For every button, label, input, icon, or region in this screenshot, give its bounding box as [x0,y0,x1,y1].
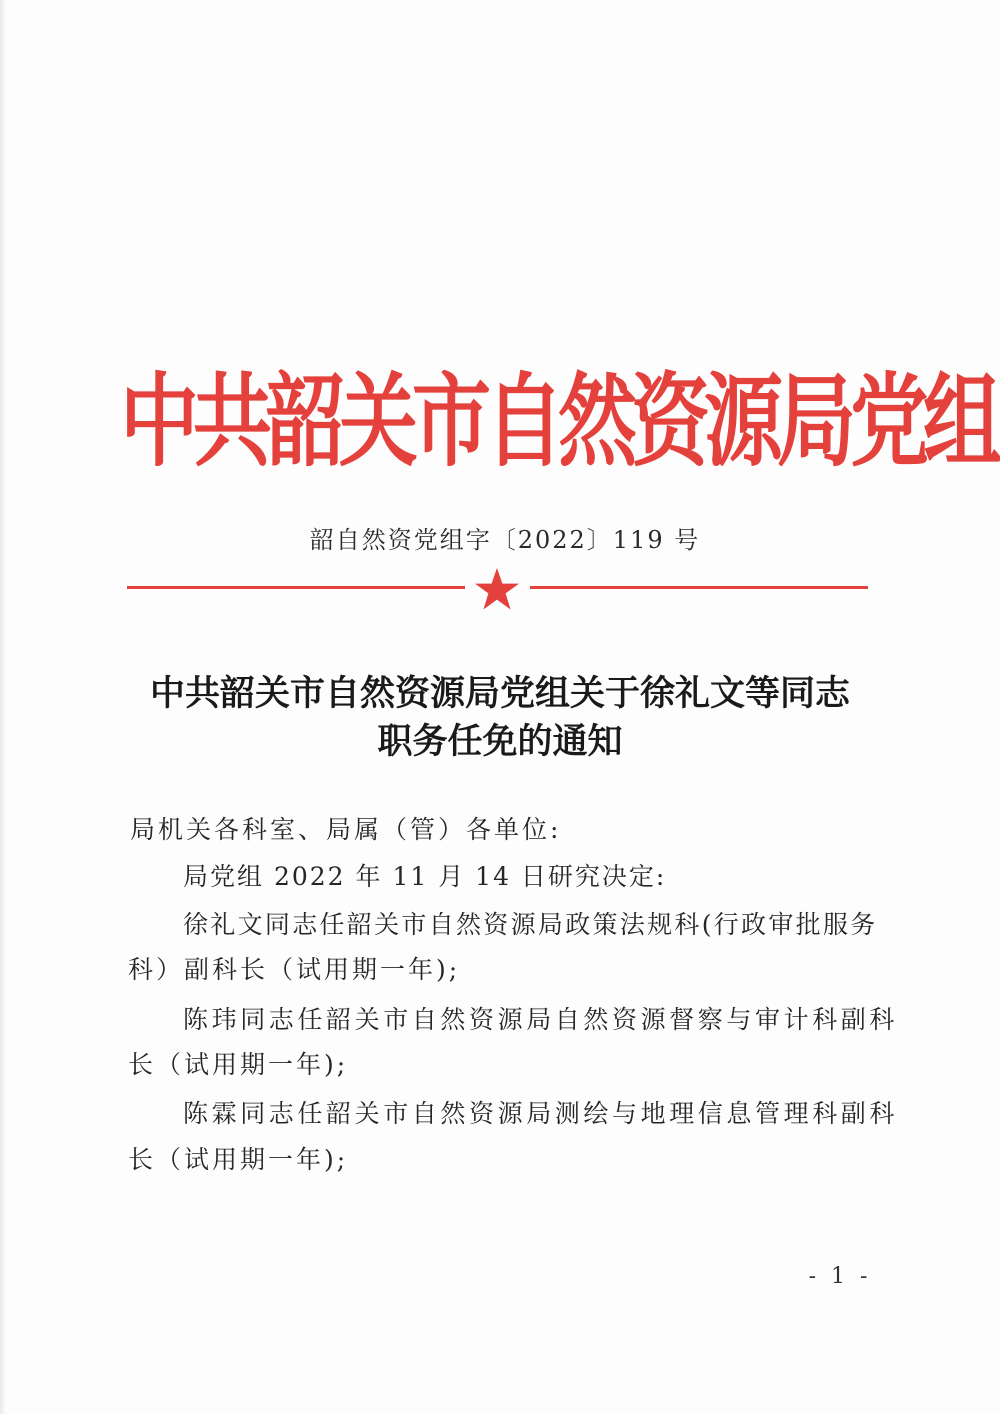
appointment-2-line-2: 长（试用期一年); [128,1050,349,1079]
red-rule-left [127,586,465,589]
appointment-2-line-1: 陈玮同志任韶关市自然资源局自然资源督察与审计科副科 [183,1005,899,1034]
document-number: 韶自然资党组字〔2022〕119 号 [309,526,701,554]
document-title-line-2: 职务任免的通知 [377,721,623,762]
document-title-line-1: 中共韶关市自然资源局党组关于徐礼文等同志 [149,673,850,714]
appointment-1-line-2: 科）副科长（试用期一年); [128,955,461,984]
scan-edge-shadow [0,0,6,1414]
red-rule-right [530,586,868,589]
addressee: 局机关各科室、局属（管）各单位: [130,815,562,844]
decision-statement: 局党组 2022 年 11 月 14 日研究决定: [183,862,667,891]
appointment-3-line-1: 陈霖同志任韶关市自然资源局测绘与地理信息管理科副科 [183,1099,899,1128]
page-number: - 1 - [808,1264,872,1289]
appointment-1-line-1: 徐礼文同志任韶关市自然资源局政策法规科(行政审批服务 [183,910,878,939]
appointment-3-line-2: 长（试用期一年); [128,1145,349,1174]
red-star-icon [474,567,520,611]
red-masthead: 中共韶关市自然资源局党组 [120,361,996,481]
